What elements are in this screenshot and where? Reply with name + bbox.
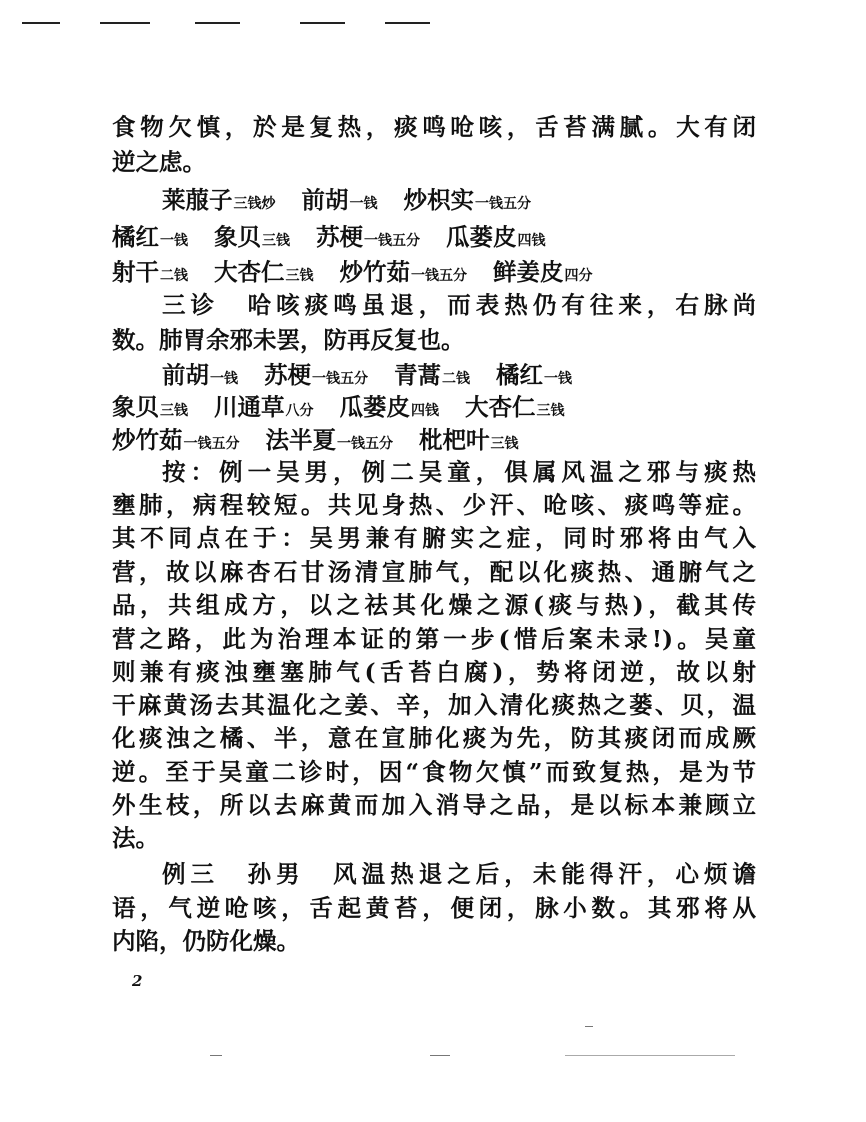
herb-dose: 三钱 (285, 268, 314, 284)
prescription-line (112, 392, 756, 426)
herb-name: 炒竹茹 (339, 258, 410, 286)
herb-item (446, 222, 546, 256)
scan-artifact (585, 1026, 593, 1027)
herb-item (162, 185, 276, 219)
herb-dose: 一钱 (544, 371, 572, 387)
header-rule (22, 22, 60, 24)
text-line: 法。 (112, 824, 159, 852)
herb-dose: 一钱五分 (364, 233, 420, 249)
herb-item (162, 360, 238, 394)
prescription-line (162, 360, 756, 394)
herb-item (214, 392, 314, 426)
herb-item (112, 425, 240, 459)
herb-dose: 一钱 (349, 196, 378, 212)
herb-dose: 一钱 (160, 233, 188, 249)
header-rule (385, 22, 430, 24)
herb-item (404, 185, 532, 219)
herb-name: 炒枳实 (403, 186, 474, 214)
herb-dose: 二钱 (160, 268, 188, 284)
herb-name: 瓜蒌皮 (446, 223, 517, 251)
herb-item (419, 425, 519, 459)
herb-item (340, 392, 440, 426)
header-rule (195, 22, 240, 24)
prescription-line (112, 222, 756, 256)
text-line: 例三 孙男 风温热退之后，未能得汗，心烦谵 (162, 860, 756, 888)
herb-item (302, 185, 378, 219)
text-line: 语，气逆呛咳，舌起黄苔，便闭，脉小数。其邪将从 (112, 894, 756, 922)
text-line: 三诊 哈咳痰鸣虽退，而表热仍有往来，右脉尚 (162, 291, 756, 319)
prescription-line (162, 185, 756, 219)
herb-dose: 三钱 (536, 403, 565, 419)
herb-dose: 三钱 (160, 403, 188, 419)
herb-item (340, 257, 468, 291)
herb-name: 前胡 (162, 361, 209, 389)
text-line: 内陷，仍防化燥。 (112, 927, 300, 955)
herb-name: 苏梗 (316, 223, 363, 251)
herb-item (496, 360, 572, 394)
text-line: 品，共组成方，以之祛其化燥之源(痰与热)，截其传 (112, 591, 756, 619)
herb-item (214, 222, 290, 256)
prescription-line (112, 425, 756, 459)
herb-dose: 四钱 (517, 233, 546, 249)
herb-dose: 一钱五分 (183, 436, 240, 452)
herb-name: 枇杷叶 (419, 426, 490, 454)
herb-item (394, 360, 470, 394)
herb-dose: 二钱 (442, 371, 470, 387)
herb-name: 鲜姜皮 (493, 258, 564, 286)
page-number: 2 (132, 972, 143, 990)
herb-dose: 三钱炒 (233, 196, 276, 212)
herb-dose: 一钱五分 (337, 436, 393, 452)
herb-name: 莱菔子 (162, 186, 233, 214)
herb-dose: 一钱五分 (475, 196, 531, 212)
text-line: 营，故以麻杏石甘汤清宣肺气，配以化痰热、通腑气之 (112, 558, 756, 586)
text-line: 数。肺胃余邪未罢，防再反复也。 (112, 326, 465, 354)
herb-name: 瓜蒌皮 (339, 393, 410, 421)
herb-name: 橘红 (112, 223, 159, 251)
herb-dose: 一钱五分 (411, 268, 467, 284)
text-line: 按：例一吴男，例二吴童，俱属风温之邪与痰热 (162, 458, 756, 486)
herb-item (264, 360, 368, 394)
text-line: 化痰浊之橘、半，意在宣肺化痰为先，防其痰闭而成厥 (112, 724, 756, 752)
herb-item (112, 222, 188, 256)
herb-item (112, 257, 188, 291)
text-line: 食物欠慎，於是复热，痰鸣呛咳，舌苔满腻。大有闭 (112, 113, 756, 141)
herb-name: 法半夏 (265, 426, 336, 454)
herb-name: 青蒿 (394, 361, 441, 389)
herb-name: 川通草 (214, 393, 285, 421)
herb-dose: 四钱 (411, 403, 439, 419)
herb-dose: 三钱 (262, 233, 290, 249)
herb-name: 象贝 (112, 393, 159, 421)
text-line: 外生枝，所以去麻黄而加入消导之品，是以标本兼顾立 (112, 791, 756, 819)
herb-dose: 八分 (285, 403, 314, 419)
text-line: 营之路，此为治理本证的第一步(惜后案未录!)。吴童 (112, 625, 756, 653)
herb-name: 射干 (112, 258, 159, 286)
text-line: 逆之虑。 (112, 148, 206, 176)
header-rule (300, 22, 345, 24)
herb-dose: 四分 (564, 268, 593, 284)
herb-item (493, 257, 593, 291)
herb-item (266, 425, 394, 459)
herb-name: 苏梗 (264, 361, 311, 389)
text-line: 其不同点在于：吴男兼有腑实之症，同时邪将由气入 (112, 524, 756, 552)
header-rule (100, 22, 150, 24)
herb-dose: 三钱 (490, 436, 519, 452)
herb-name: 象贝 (214, 223, 261, 251)
herb-item (112, 392, 188, 426)
herb-name: 前胡 (301, 186, 349, 214)
herb-dose: 一钱五分 (312, 371, 368, 387)
herb-dose: 一钱 (210, 371, 238, 387)
text-line: 则兼有痰浊壅塞肺气(舌苔白腐)，势将闭逆，故以射 (112, 658, 756, 686)
prescription-line (112, 257, 756, 291)
herb-name: 大杏仁 (214, 258, 285, 286)
herb-name: 大杏仁 (465, 393, 536, 421)
scan-artifact (210, 1055, 222, 1056)
text-line: 干麻黄汤去其温化之姜、辛，加入清化痰热之蒌、贝，温 (112, 691, 756, 719)
herb-item (214, 257, 314, 291)
herb-name: 橘红 (496, 361, 543, 389)
scan-artifact (430, 1055, 450, 1056)
herb-item (465, 392, 565, 426)
herb-item (316, 222, 420, 256)
herb-name: 炒竹茹 (112, 426, 183, 454)
text-line: 逆。至于吴童二诊时，因“食物欠慎”而致复热，是为节 (112, 758, 756, 786)
scan-artifact (565, 1055, 735, 1056)
text-line: 壅肺，病程较短。共见身热、少汗、呛咳、痰鸣等症。 (112, 491, 756, 519)
